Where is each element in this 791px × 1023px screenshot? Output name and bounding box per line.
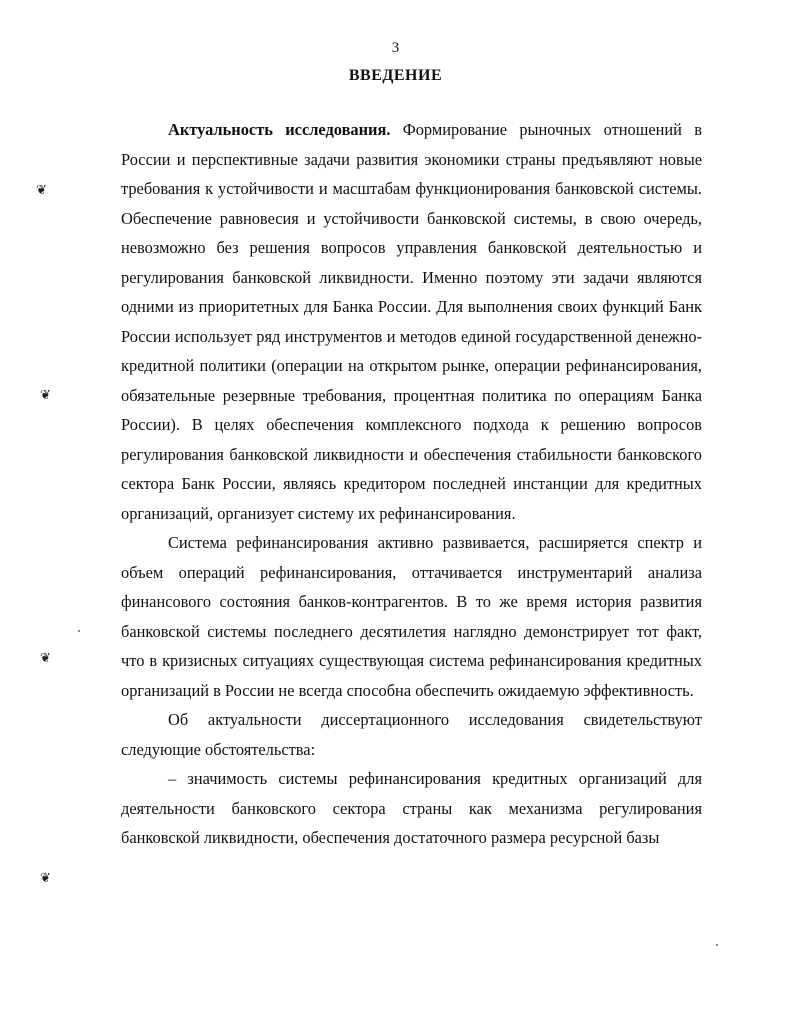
binding-hole-mark-icon: ❦ [40,870,51,885]
page-number: 3 [391,40,400,56]
paragraph-relevance [121,115,702,528]
document-body [121,115,702,853]
paragraph-circumstances: Об актуальности диссертационного исследования свидетельствуют следующие обстоятельства: [121,710,702,759]
binding-hole-mark-icon: ❦ [36,182,47,197]
paragraph-text: Формирование рыночных отношений в России и перспективные задачи развития экономики страны предъявляют новые требования к устойчивости и масштабам функционирования банковской системы. Обеспечение равновесия и устойчивости банковской системы, в свою очередь, невозможно без решения вопросов управления банковской деятельностью и регулирования банковской ликвидности. Именно поэтому эти задачи являются одними из приоритетных для Банка России. Для выполнения своих функций Банк России использует ряд инструментов и методов единой государственной денежно-кредитной политики (операции на открытом рынке, операции рефинансирования, обязательные резервные требования, процентная политика по операциям Банка России). В целях обеспечения комплексного подхода к решению вопросов регулирования банковской ликвидности и обеспечения стабильности банковского сектора Банк России, являясь кредитором последней инстанции для кредитных организаций, организует систему их рефинансирования. [121,120,702,523]
paragraph-list-item: – значимость системы рефинансирования кредитных организаций для деятельности банковского сектора страны как механизма регулирования банковской ликвидности, обеспечения достаточного размера ресурсной базы [121,769,702,847]
paragraph-refinancing-system: Система рефинансирования активно развивается, расширяется спектр и объем операций рефинансирования, оттачивается инструментарий анализа финансового состояния банков-контрагентов. В то же время история развития банковской системы последнего десятилетия наглядно демонстрирует тот факт, что в кризисных ситуациях существующая система рефинансирования кредитных организаций в России не всегда способна обеспечить ожидаемую эффективность. [121,533,702,700]
relevance-heading: Актуальность исследования. [168,120,391,139]
scan-speck [716,944,718,946]
binding-hole-mark-icon: ❦ [40,387,51,402]
scan-speck [78,630,80,632]
binding-hole-mark-icon: ❦ [40,650,51,665]
page-title: ВВЕДЕНИЕ [348,67,443,84]
